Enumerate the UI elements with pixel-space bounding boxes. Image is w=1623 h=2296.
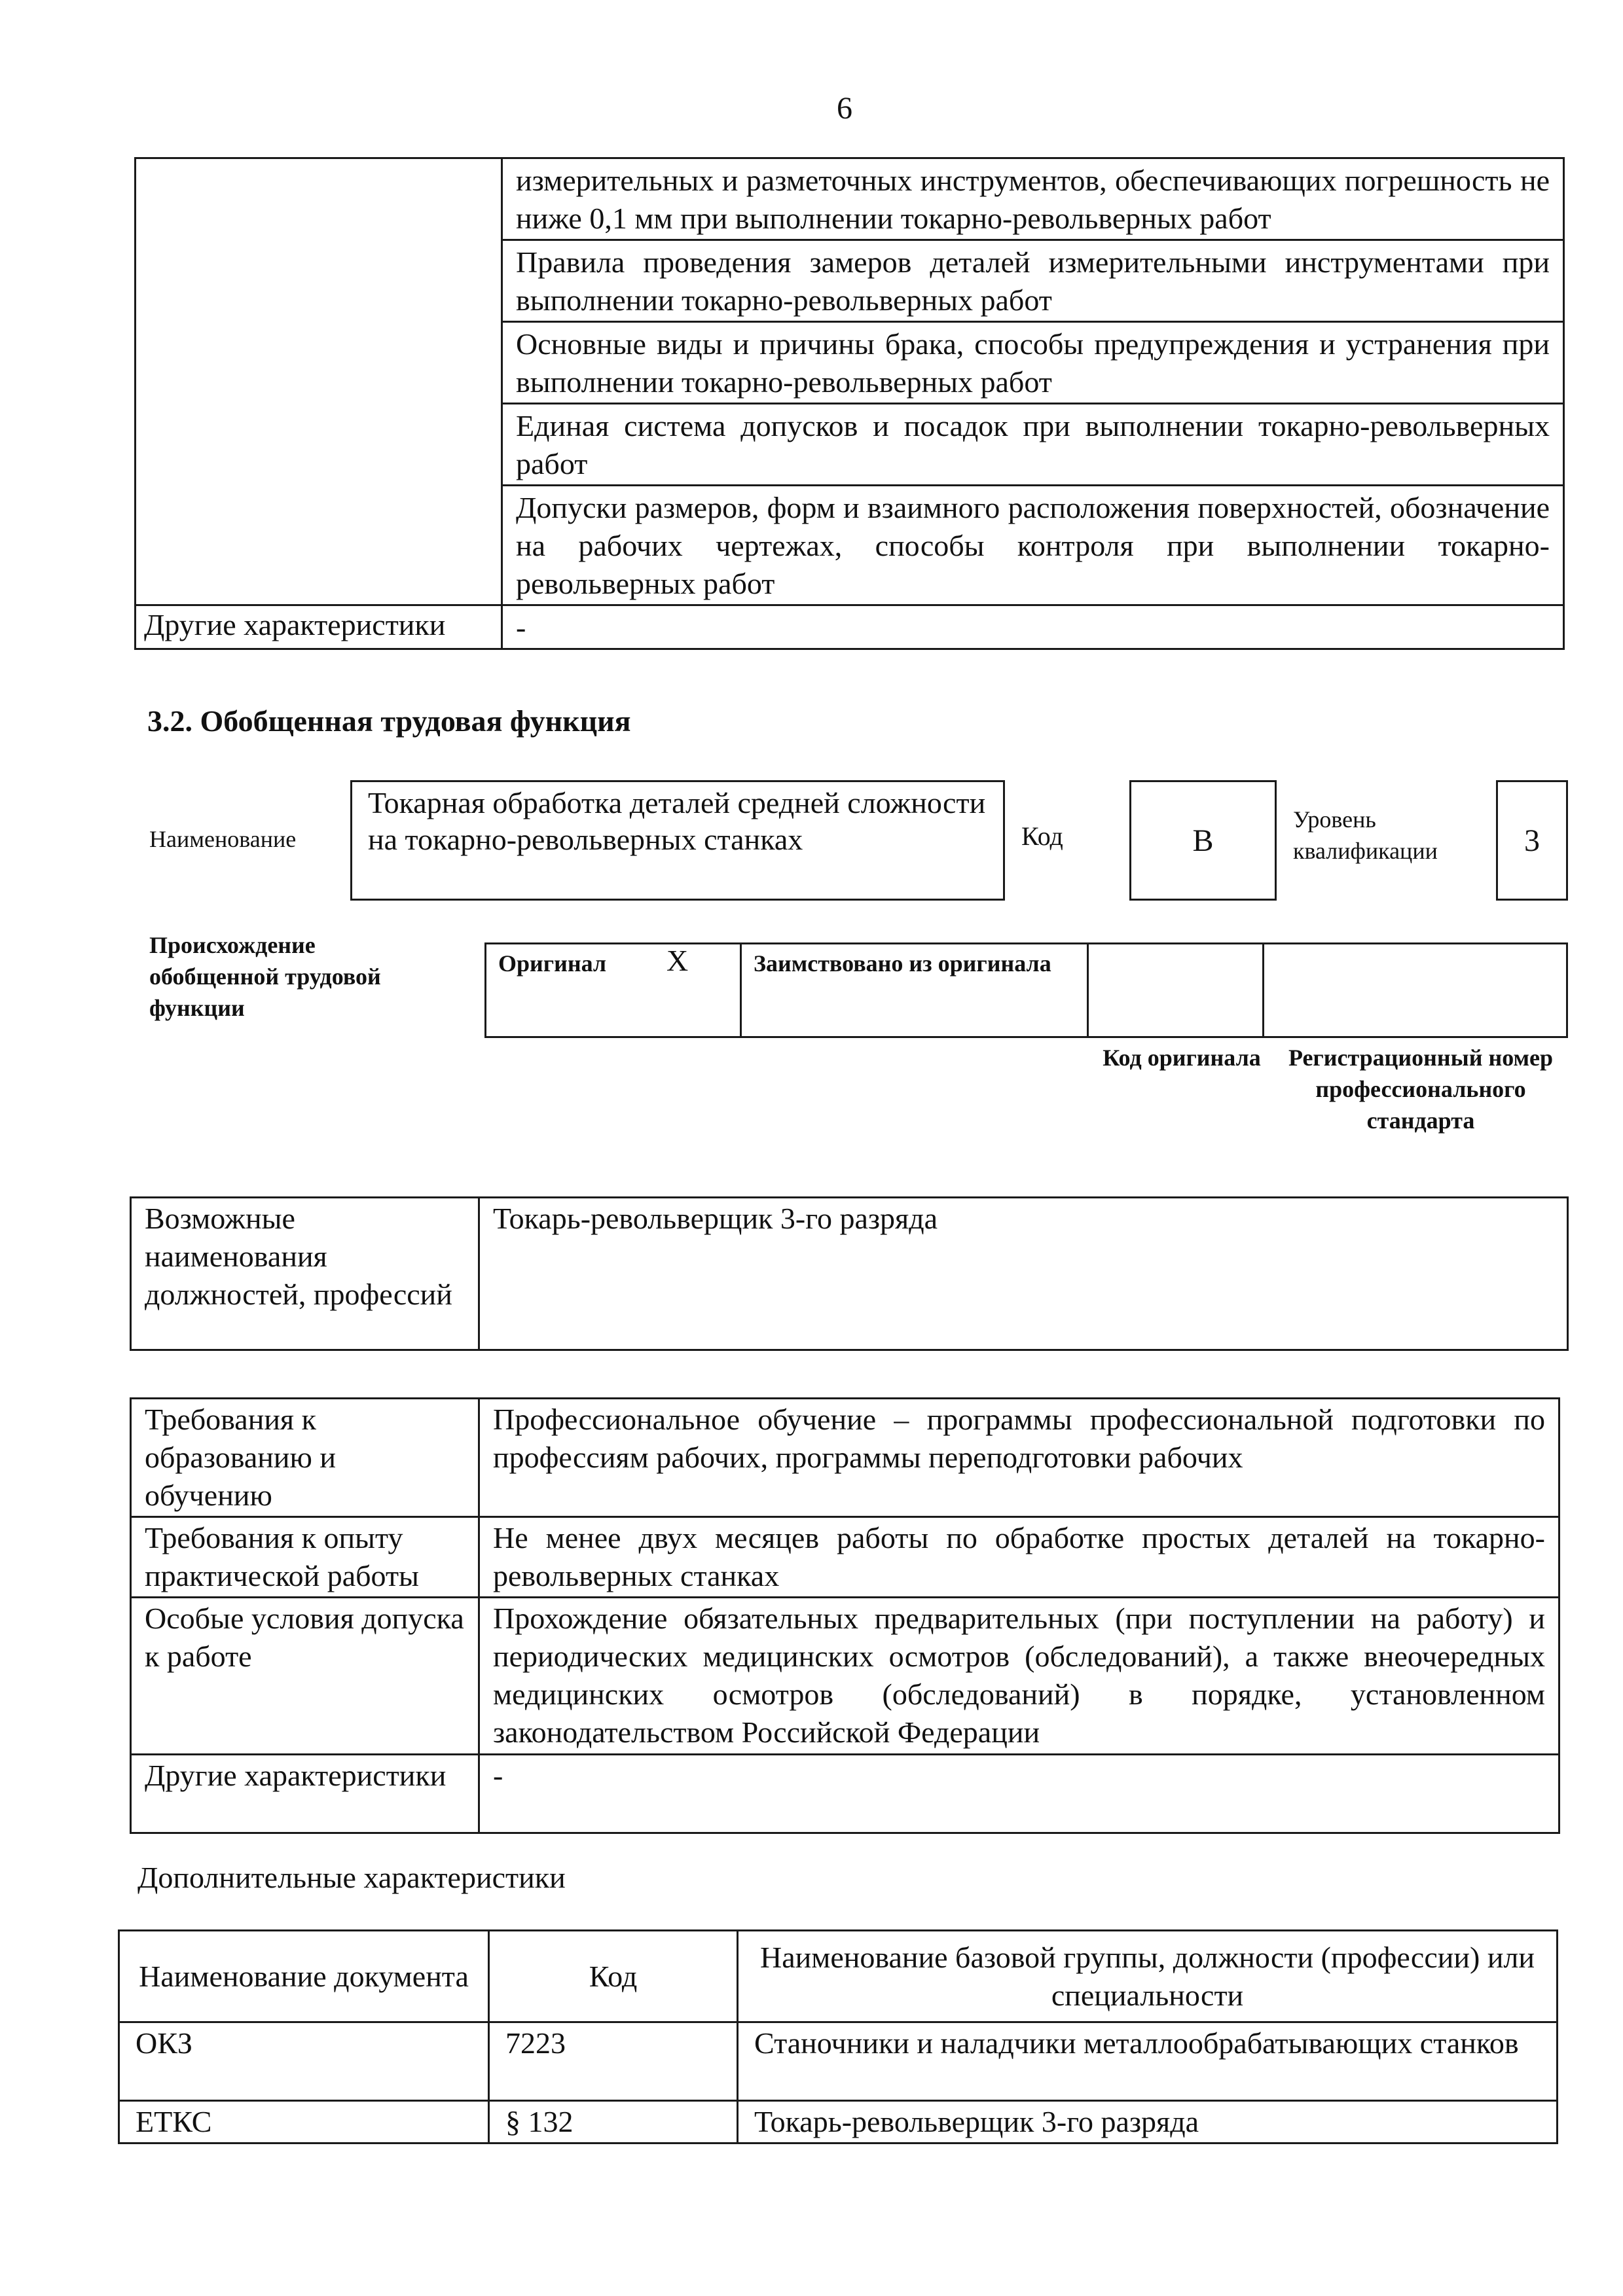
origin-code-cell — [1088, 944, 1264, 1037]
knowledge-item: Единая система допусков и посадок при выполнении токарно-револьверных работ — [502, 404, 1564, 486]
knowledge-item: измерительных и разметочных инструментов, обеспечивающих погрешность не ниже 0,1 мм при выполнении токарно-револьверных работ — [502, 158, 1564, 240]
requirement-value: - — [479, 1755, 1559, 1833]
requirements-table — [130, 1397, 1560, 1834]
extra-cell: Токарь-револьверщик 3-го разряда — [738, 2101, 1558, 2144]
knowledge-item: Допуски размеров, форм и взаимного расположения поверхностей, обозначение на рабочих чертежах, способы контроля при выполнении токарно-револьверных работ — [502, 486, 1564, 605]
knowledge-item: Основные виды и причины брака, способы предупреждения и устранения при выполнении токарно-револьверных работ — [502, 322, 1564, 404]
other-characteristics-label: Другие характеристики — [136, 605, 502, 649]
code-original-caption: Код оригинала — [1103, 1045, 1261, 1071]
extra-cell: Станочники и наладчики металлообрабатывающих станков — [738, 2022, 1558, 2101]
extra-cell: ОКЗ — [119, 2022, 489, 2101]
page-number: 6 — [837, 91, 852, 126]
origin-label: Происхождение обобщенной трудовой функции — [149, 932, 381, 1021]
extra-title: Дополнительные характеристики — [137, 1861, 566, 1894]
origin-reg-cell — [1264, 944, 1567, 1037]
empty-label-cell — [136, 158, 502, 605]
code-label: Код — [1021, 821, 1063, 851]
level-label: Уровень квалификации — [1293, 806, 1438, 864]
positions-value: Токарь-револьверщик 3-го разряда — [479, 1198, 1568, 1350]
knowledge-table — [134, 157, 1565, 650]
requirement-label: Требования к образованию и обучению — [131, 1399, 479, 1517]
other-characteristics-value: - — [502, 605, 1564, 649]
extra-header: Наименование базовой группы, должности (профессии) или специальности — [738, 1931, 1558, 2022]
original-mark: Х — [666, 944, 689, 977]
extra-table — [118, 1929, 1558, 2144]
requirement-value: Не менее двух месяцев работы по обработке простых деталей на токарно-револьверных станках — [479, 1517, 1559, 1598]
origin-table — [484, 942, 1568, 1038]
gtf-name-box: Токарная обработка деталей средней сложности на токарно-револьверных станках — [350, 780, 1005, 901]
requirement-value: Профессиональное обучение – программы профессиональной подготовки по профессиям рабочих, программы переподготовки рабочих — [479, 1399, 1559, 1517]
borrowed-label: Заимствовано из оригинала — [741, 944, 1088, 1037]
extra-header: Код — [489, 1931, 738, 2022]
section-title: 3.2. Обобщенная трудовая функция — [147, 704, 631, 738]
extra-cell: ЕТКС — [119, 2101, 489, 2144]
code-value: B — [1129, 780, 1277, 901]
original-cell — [486, 944, 741, 1037]
knowledge-item: Правила проведения замеров деталей измерительными инструментами при выполнении токарно-револьверных работ — [502, 240, 1564, 322]
extra-cell: 7223 — [489, 2022, 738, 2101]
requirement-label: Другие характеристики — [131, 1755, 479, 1833]
positions-label: Возможные наименования должностей, профессий — [131, 1198, 479, 1350]
requirement-label: Особые условия допуска к работе — [131, 1598, 479, 1755]
level-value: 3 — [1496, 780, 1568, 901]
extra-cell: § 132 — [489, 2101, 738, 2144]
original-label: Оригинал — [498, 950, 607, 977]
extra-header: Наименование документа — [119, 1931, 489, 2022]
requirement-value: Прохождение обязательных предварительных (при поступлении на работу) и периодических медицинских осмотров (обследований), а также внеочередных медицинских осмотров (обследований) в порядке, установленном законодательством Российской Федерации — [479, 1598, 1559, 1755]
reg-number-caption: Регистрационный номер профессионального стандарта — [1288, 1045, 1554, 1134]
positions-table — [130, 1196, 1569, 1351]
requirement-label: Требования к опыту практической работы — [131, 1517, 479, 1598]
name-label: Наименование — [149, 826, 297, 852]
